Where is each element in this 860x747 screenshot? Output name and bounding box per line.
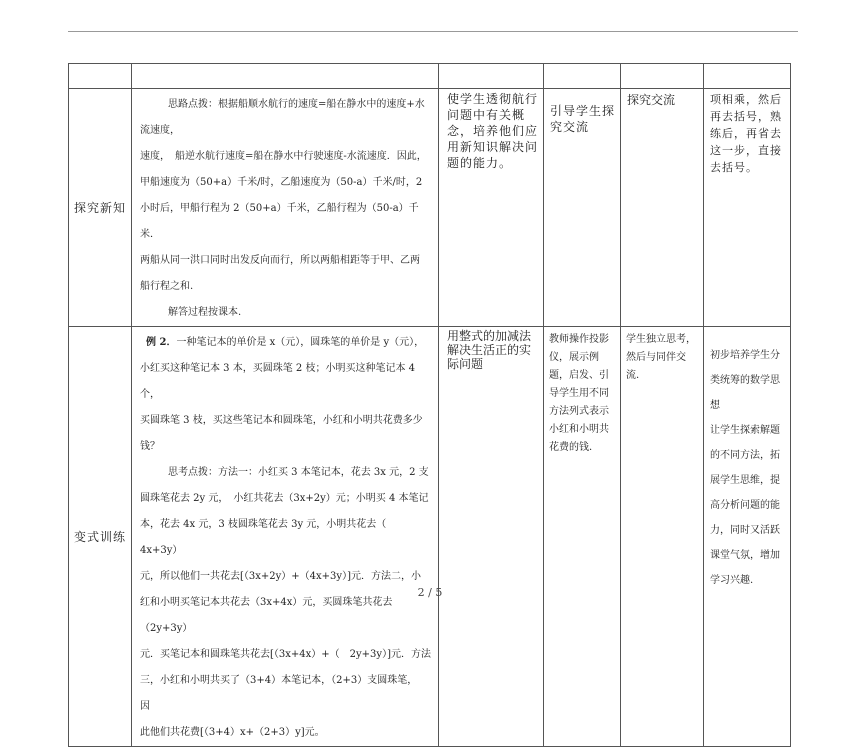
table-row-explore: [69, 89, 791, 327]
content-line: 小时后，甲船行程为 2（50+a）千米，乙船行程为（50-a）千米．: [140, 203, 419, 240]
content-line: 两船从同一洪口同时出发反向而行，所以两船相距等于甲、乙两: [140, 255, 420, 266]
content-line: 思考点拨：方法一：小红买 3 本笔记本，花去 3x 元，2 支: [168, 467, 429, 478]
notes-cell: [704, 327, 791, 747]
empty-cell: [439, 64, 544, 89]
student-activity: 学生独立思考，然后与同伴交流.: [621, 327, 704, 747]
student-activity: 探究交流: [621, 89, 704, 327]
table-row-top: [69, 64, 791, 89]
content-line: 元，所以他们一共花去[（3x+2y）+（4x+3y）]元．方法二，小: [140, 571, 421, 582]
design-intent: 使学生透彻航行问题中有关概念，培养他们应用新知识解决问题的能力。: [439, 89, 544, 327]
content-line: 速度， 船逆水航行速度=船在静水中行驶速度-水流速度．因此，: [140, 151, 427, 162]
content-line: 买圆珠笔 3 枝，买这些笔记本和圆珠笔，小红和小明共花费多少: [140, 415, 423, 426]
stage-label: 变式训练: [69, 327, 132, 747]
empty-cell: [704, 64, 791, 89]
design-intent: 用整式的加减法解决生活正的实际问题: [439, 327, 544, 747]
empty-cell: [69, 64, 132, 89]
empty-cell: [544, 64, 621, 89]
teacher-activity: 教师操作投影仪，展示例题，启发、引导学生用不同方法列式表示小红和小明共花费的钱.: [544, 327, 621, 747]
content-line: 红和小明买笔记本共花去（3x+4x）元，买圆珠笔共花去（2y+3y）: [140, 597, 393, 634]
header-rule: [68, 31, 798, 32]
notes-cell: 项相乘，然后再去括号，熟练后，再省去这一步，直接去括号。: [704, 89, 791, 327]
content-line: 圆珠笔花去 2y 元， 小红共花去（3x+2y）元；小明买 4 本笔记: [140, 493, 429, 504]
variant-content: [132, 327, 439, 747]
content-line: [140, 330, 432, 356]
content-line: 此他们共花费[（3+4）x+（2+3）y]元。: [140, 727, 325, 738]
content-line: 思路点拨：根据船顺水航行的速度=船在静水中的速度+水流速度，: [140, 99, 425, 136]
example-label: 例 2．: [146, 337, 177, 348]
notes-line: 初步培养学生分类统筹的数学思想: [710, 350, 780, 411]
explore-content: [132, 89, 439, 327]
content-line: 船行程之和.: [140, 281, 194, 292]
empty-cell: [132, 64, 439, 89]
content-line: 元．买笔记本和圆珠笔共花去[（3x+4x）+（ 2y+3y）]元．方法: [140, 649, 431, 660]
content-line: 解答过程按课本.: [168, 307, 242, 318]
content-line: 小红买这种笔记本 3 本，买圆珠笔 2 枝；小明买这种笔记本 4 个，: [140, 363, 415, 400]
example-text: 一种笔记本的单价是 x（元），圆珠笔的单价是 y（元），: [176, 337, 425, 348]
teacher-activity: 引导学生探究交流: [544, 89, 621, 327]
page-number: 2 / 5: [417, 586, 443, 599]
content-line: 本，花去 4x 元，3 枝圆珠笔花去 3y 元，小明共花去（ 4x+3y）: [140, 519, 397, 556]
table-row-variant: [69, 327, 791, 747]
content-line: 钱？: [140, 441, 160, 452]
empty-cell: [621, 64, 704, 89]
lesson-plan-table: [68, 63, 791, 747]
content-line: 甲船速度为（50+a）千米/时，乙船速度为（50-a）千米/时，2: [140, 177, 423, 188]
stage-label: 探究新知: [69, 89, 132, 327]
notes-line: 让学生探索解题的不同方法，拓展学生思维，提高分析问题的能力，同时又活跃课堂气氛，增加学习兴趣.: [710, 425, 780, 586]
content-line: 三，小红和小明共买了（3+4）本笔记本，（2+3）支圆珠笔， 因: [140, 675, 423, 712]
